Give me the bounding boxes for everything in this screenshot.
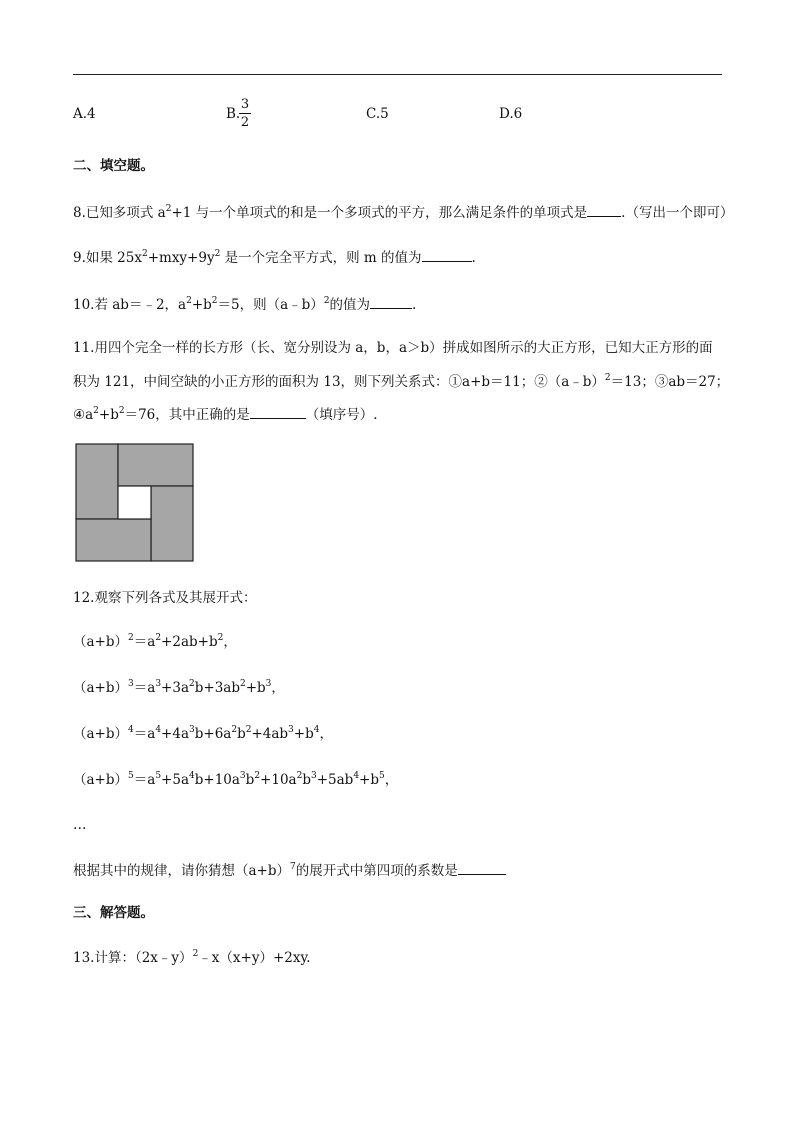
- q11-text: ＝76，其中正确的是: [124, 407, 250, 423]
- question-9: [73, 248, 476, 267]
- superscript: 4: [128, 725, 134, 735]
- superscript: 7: [290, 862, 296, 872]
- expr-text: b: [302, 772, 311, 788]
- superscript: 2: [296, 771, 303, 781]
- superscript: 2: [155, 633, 162, 643]
- expr-text: +b: [245, 680, 266, 696]
- superscript: 3: [189, 725, 195, 735]
- question-13: [73, 949, 311, 967]
- superscript: 2: [186, 296, 192, 306]
- superscript: 2: [254, 771, 261, 781]
- expr-text: （a+b）: [73, 726, 129, 742]
- question-11-line-3: [73, 405, 378, 424]
- q10-text: 的值为: [329, 297, 371, 313]
- q10-text: +b: [191, 297, 212, 313]
- expr-text: （a+b）: [73, 634, 129, 650]
- expr-text: +3a: [161, 680, 189, 696]
- q11-text: ④a: [73, 407, 94, 423]
- question-8: [73, 203, 733, 222]
- superscript: 2: [239, 679, 246, 689]
- superscript: 3: [128, 679, 134, 689]
- expr-text: ，: [271, 680, 285, 696]
- superscript: 5: [155, 771, 162, 781]
- q9-text: 是一个完全平方式，则 m 的值为: [220, 250, 422, 266]
- expr-text: ＝a: [133, 634, 156, 650]
- q12-text: 根据其中的规律，请你猜想（a+b）: [73, 863, 291, 879]
- superscript: 2: [165, 204, 172, 214]
- q10-text: .: [412, 297, 417, 313]
- answer-blank[interactable]: [422, 248, 472, 262]
- question-10: [73, 295, 416, 314]
- q11-text: （填序号）.: [305, 407, 378, 423]
- expansion-power-4: [73, 725, 333, 743]
- expansion-power-3: [73, 679, 285, 697]
- superscript: 3: [155, 679, 162, 689]
- q11-text: 积为 121，中间空缺的小正方形的面积为 13，则下列关系式：①a+b＝11；②（a﹣b）: [73, 374, 605, 390]
- answer-blank[interactable]: [370, 295, 412, 309]
- expansion-power-2: [73, 633, 237, 651]
- superscript: 2: [214, 249, 221, 259]
- superscript: 3: [239, 771, 246, 781]
- expr-text: b+10a: [194, 772, 240, 788]
- center-small-square: [118, 486, 151, 519]
- rectangle-right: [151, 486, 193, 561]
- answer-blank[interactable]: [587, 203, 621, 217]
- option-b-fraction: [239, 97, 251, 130]
- question-12-intro: 12.观察下列各式及其展开式：: [73, 590, 257, 606]
- expr-text: ，: [384, 772, 399, 788]
- superscript: 4: [353, 771, 360, 781]
- superscript: 2: [118, 406, 125, 416]
- option-b-label: B.: [226, 106, 241, 122]
- superscript: 2: [93, 406, 99, 416]
- superscript: 2: [245, 725, 252, 735]
- question-11-line-1: 11.用四个完全一样的长方形（长、宽分别设为 a，b，a＞b）拼成如图所示的大正方形，已知大正方形的面: [73, 340, 713, 356]
- q13-text: 13.计算：（2x﹣y）: [73, 950, 193, 966]
- superscript: 2: [231, 725, 238, 735]
- q8-text: 8.已知多项式 a: [73, 205, 166, 221]
- expr-text: +4a: [161, 726, 189, 742]
- expr-text: ＝a: [133, 680, 156, 696]
- superscript: 5: [128, 771, 134, 781]
- expr-text: b+3ab: [194, 680, 240, 696]
- expr-text: +5a: [161, 772, 189, 788]
- expr-text: +10a: [260, 772, 297, 788]
- superscript: 4: [189, 771, 195, 781]
- expr-text: b: [237, 726, 246, 742]
- question-11-line-2: [73, 373, 729, 391]
- expr-text: b+6a: [194, 726, 232, 742]
- superscript: 4: [155, 725, 162, 735]
- q9-text: 9.如果 25x: [73, 250, 142, 266]
- expr-text: b: [245, 772, 255, 788]
- expr-text: ，: [319, 726, 333, 742]
- superscript: 2: [192, 949, 199, 959]
- section-heading-solve: 三、解答题。: [73, 905, 154, 921]
- superscript: 2: [141, 249, 148, 259]
- expr-text: +b: [293, 726, 314, 742]
- superscript: 2: [128, 633, 134, 643]
- rectangle-left: [76, 444, 118, 519]
- q9-text: +mxy+9y: [147, 250, 215, 266]
- answer-blank[interactable]: [250, 405, 306, 419]
- fraction-numerator: 3: [240, 97, 250, 112]
- superscript: 2: [211, 296, 218, 306]
- rectangle-bottom: [76, 519, 151, 561]
- expr-text: +4ab: [251, 726, 289, 742]
- superscript: 2: [217, 633, 224, 643]
- header-rule: [73, 74, 722, 75]
- fraction-denominator: 2: [240, 115, 250, 130]
- superscript: 2: [189, 679, 195, 689]
- superscript: 5: [379, 771, 385, 781]
- q8-text: +1 与一个单项式的和是一个多项式的平方，那么满足条件的单项式是: [171, 205, 588, 221]
- expr-text: ，: [223, 634, 237, 650]
- superscript: 2: [604, 373, 611, 383]
- question-12-final: [73, 861, 506, 880]
- superscript: 3: [265, 679, 272, 689]
- expr-text: ＝a: [133, 772, 156, 788]
- superscript: 4: [313, 725, 320, 735]
- ellipsis: …: [73, 817, 87, 833]
- section-heading-fill-blank: 二、填空题。: [73, 158, 154, 174]
- option-a: A.4: [73, 106, 96, 122]
- q10-text: ＝5，则（a﹣b）: [217, 297, 324, 313]
- expr-text: +5ab: [316, 772, 354, 788]
- expr-text: ＝a: [133, 726, 156, 742]
- q11-text: +b: [98, 407, 119, 423]
- q11-text: ＝13；③ab＝27；: [610, 374, 730, 390]
- q12-text: 的展开式中第四项的系数是: [295, 863, 458, 879]
- pinwheel-square-figure: [75, 443, 195, 563]
- q8-text: .（写出一个即可）: [621, 205, 734, 221]
- option-d: D.6: [499, 106, 523, 122]
- superscript: 3: [288, 725, 294, 735]
- expr-text: +b: [359, 772, 380, 788]
- fraction-bar: [239, 113, 251, 114]
- expansion-power-5: [73, 771, 398, 789]
- expr-text: （a+b）: [73, 680, 129, 696]
- option-c: C.5: [366, 106, 389, 122]
- q9-text: .: [471, 250, 476, 266]
- q10-text: 10.若 ab＝﹣2，a: [73, 297, 187, 313]
- superscript: 3: [310, 771, 317, 781]
- rectangle-top: [118, 444, 193, 486]
- expr-text: +2ab+b: [161, 634, 218, 650]
- q13-text: ﹣x（x+y）+2xy.: [198, 950, 311, 966]
- answer-blank[interactable]: [458, 861, 506, 875]
- expr-text: （a+b）: [73, 772, 129, 788]
- superscript: 2: [323, 296, 330, 306]
